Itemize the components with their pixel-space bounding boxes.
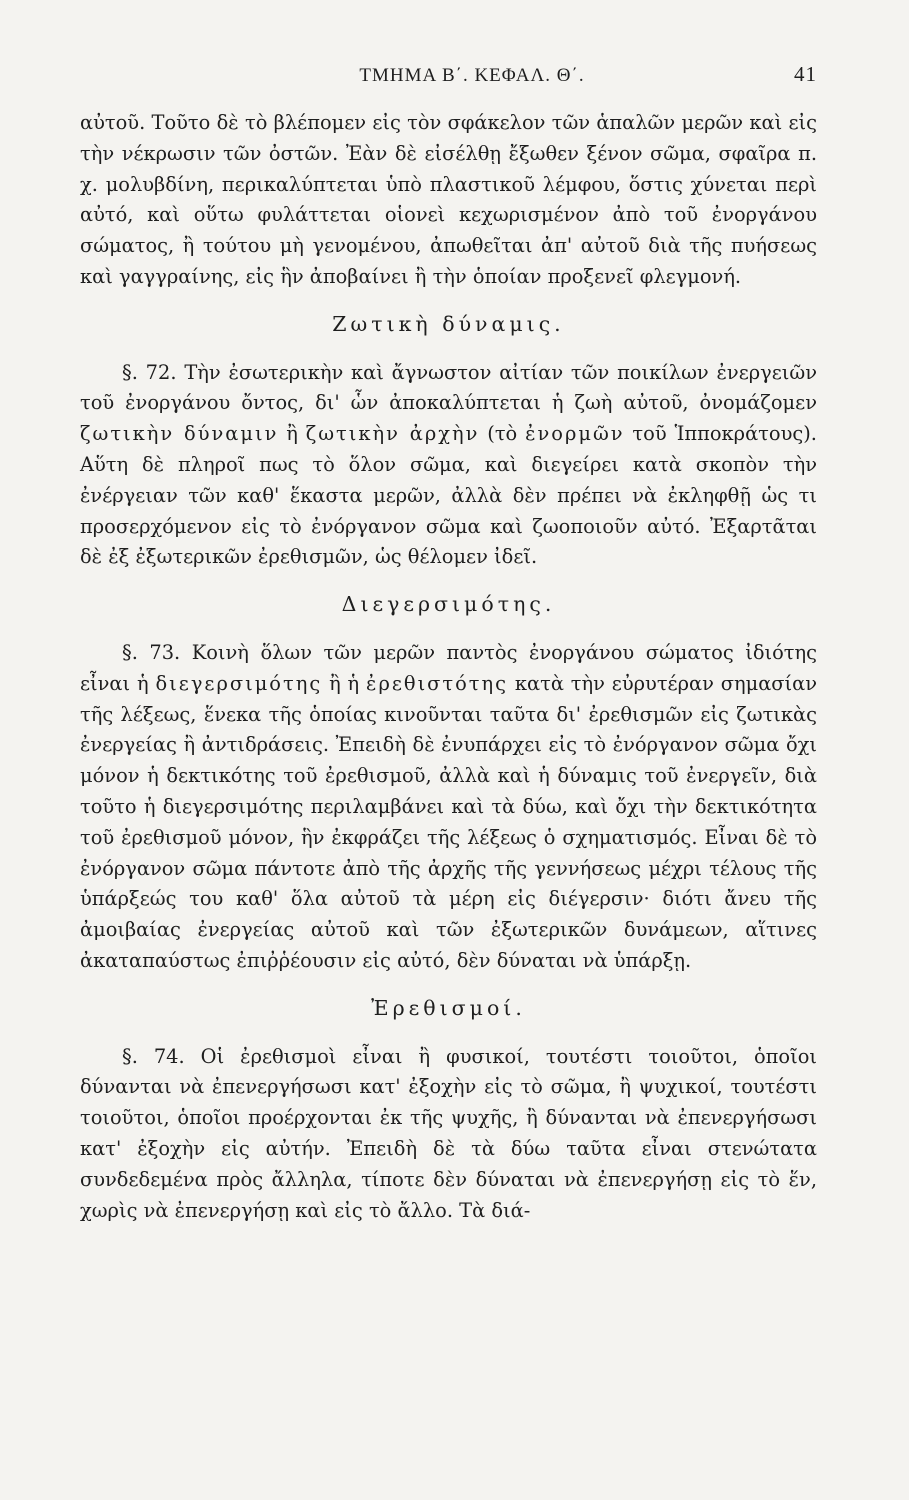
term-vital-force: ζωτικὴν δύναμιν <box>80 422 279 446</box>
paragraph-72 <box>80 358 817 574</box>
page-body <box>80 108 817 1226</box>
page-number: 41 <box>794 62 817 86</box>
paragraph-73-text: ἢ ἡ <box>329 671 360 695</box>
running-head <box>80 62 817 108</box>
paragraph-72-text: τοῦ Ἱπποκράτους). Αὕτη δὲ πληροῖ πως τὸ ὅλον σῶμα, καὶ διεγείρει κατὰ σκοπὸν τὴν ἐνέργειαν τῶν καθ' ἕκαστα μερῶν, ἀλλὰ δὲν πρέπει νὰ ἐκληφθῇ ὡς τι προσερχόμενον εἰς τὸ ἐνόργανον σῶμα καὶ ζωοποιοῦν αὐτό. Ἐξαρτᾶται δὲ ἐξ ἐξωτερικῶν ἐρεθισμῶν, ὡς θέλομεν ἰδεῖ. <box>80 422 817 569</box>
chapter-title: ΤΜΗΜΑ Β΄. ΚΕΦΑΛ. Θ΄. <box>359 65 585 86</box>
paragraph-74: §. 74. Οἱ ἐρεθισμοὶ εἶναι ἢ φυσικοί, τουτέστι τοιοῦτοι, ὁποῖοι δύνανται νὰ ἐπενεργήσωσι κατ' ἐξοχὴν εἰς τὸ σῶμα, ἢ ψυχικοί, τουτέστι τοιοῦτοι, ὁποῖοι προέρχονται ἐκ τῆς ψυχῆς, ἢ δύνανται νὰ ἐπενεργήσωσι κατ' ἐξοχὴν εἰς αὐτήν. Ἐπειδὴ δὲ τὰ δύω ταῦτα εἶναι στενώτατα συνδεδεμένα πρὸς ἄλληλα, τίποτε δὲν δύναται νὰ ἐπενεργήσῃ εἰς τὸ ἕν, χωρὶς νὰ ἐπενεργήσῃ καὶ εἰς τὸ ἄλλο. Τὰ διά- <box>80 1044 817 1222</box>
paragraph-72-text: (τὸ <box>487 422 518 446</box>
paragraph-73-text: κατὰ τὴν εὐρυτέραν σημασίαν τῆς λέξεως, ἕνεκα τῆς ὁποίας κινοῦνται ταῦτα δι' ἐρεθισμῶν εἰς ζωτικὰς ἐνεργείας ἢ ἀντιδράσεις. Ἐπειδὴ δὲ ἐνυπάρχει εἰς τὸ ἐνόργανον σῶμα ὄχι μόνον ἡ δεκτικότης τοῦ ἐρεθισμοῦ, ἀλλὰ καὶ ἡ δύναμις τοῦ ἐνεργεῖν, διὰ τοῦτο ἡ διεγερσιμότης περιλαμβάνει καὶ τὰ δύω, καὶ ὄχι τὴν δεκτικότητα τοῦ ἐρεθισμοῦ μόνον, ἣν ἐκφράζει τῆς λέξεως ὁ σχηματισμός. Εἶναι δὲ τὸ ἐνόργανον σῶμα πάντοτε ἀπὸ τῆς ἀρχῆς τῆς γεννήσεως μέχρι τέλους τῆς ὑπάρξεώς του καθ' ὅλα αὐτοῦ τὰ μέρη εἰς διέγερσιν· διότι ἄνευ τῆς ἀμοιβαίας ἐνεργείας αὐτοῦ καὶ τῶν ἐξωτερικῶν δυνάμεων, αἵτινες ἀκαταπαύστως ἐπιῤῥέουσιν εἰς αὐτό, δὲν δύναται νὰ ὑπάρξῃ. <box>80 671 818 972</box>
term-irritability: ἐρεθιστότης <box>366 671 509 695</box>
term-excitability: διεγερσιμότης <box>155 671 323 695</box>
paragraph-72-text: ἢ <box>286 422 298 446</box>
term-enormon: ἐνορμῶν <box>525 422 625 446</box>
continuation-paragraph: αὐτοῦ. Τοῦτο δὲ τὸ βλέπομεν εἰς τὸν σφάκελον τῶν ἁπαλῶν μερῶν καὶ εἰς τὴν νέκρωσιν τῶν ὀστῶν. Ἐὰν δὲ εἰσέλθῃ ἔξωθεν ξένον σῶμα, σφαῖρα π. χ. μολυβδίνη, περικαλύπτεται ὑπὸ πλαστικοῦ λέμφου, ὅστις χύνεται περὶ αὐτό, καὶ οὕτω φυλάττεται οἱονεὶ κεχωρισμένον ἀπὸ τοῦ ἐνοργάνου σώματος, ἢ τούτου μὴ γενομένου, ἀπωθεῖται ἀπ' αὐτοῦ διὰ τῆς πυήσεως καὶ γαγγραίνης, εἰς ἣν ἀποβαίνει ἢ τὴν ὁποίαν προξενεῖ φλεγμονή. <box>80 111 817 288</box>
paragraph-73-text: §. 73. Κοινὴ ὅλων τῶν μερῶν παντὸς ἐνοργάνου σώματος ἰδιότης εἶναι ἡ <box>80 640 817 695</box>
paragraph-72-text: §. 72. Τὴν ἐσωτερικὴν καὶ ἄγνωστον αἰτίαν τῶν ποικίλων ἐνεργειῶν τοῦ ἐνοργάνου ὄντος, δι' ὧν ἀποκαλύπτεται ἡ ζωὴ αὐτοῦ, ὀνομάζομεν <box>80 360 817 415</box>
section-heading-vital-force: Ζωτικὴ δύναμις. <box>332 311 565 336</box>
term-vital-principle: ζωτικὴν ἀρχὴν <box>305 422 480 446</box>
section-heading-stimuli: Ἐρεθισμοί. <box>371 995 526 1020</box>
paragraph-73 <box>80 638 817 977</box>
section-heading-excitability: Διεγερσιμότης. <box>341 592 556 617</box>
